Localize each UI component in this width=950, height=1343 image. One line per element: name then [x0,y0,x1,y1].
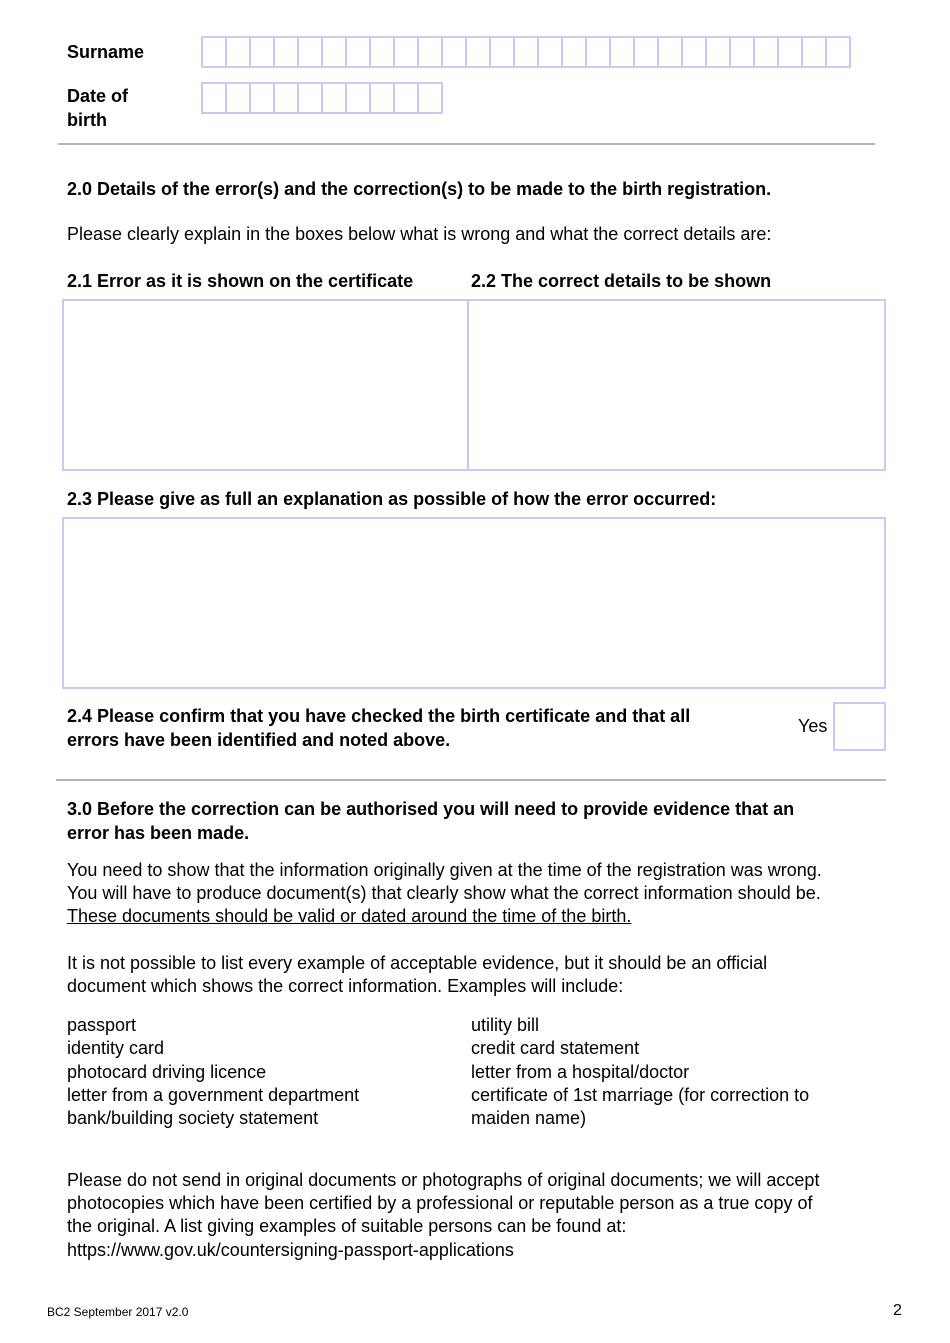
char-box[interactable] [585,36,611,68]
char-box[interactable] [393,82,419,114]
evidence-para-2-line2: document which shows the correct information. Examples will include: [67,976,624,996]
char-box[interactable] [729,36,755,68]
section-divider [56,779,886,781]
yes-checkbox[interactable] [833,702,886,751]
char-box[interactable] [417,82,443,114]
section-2-intro: Please clearly explain in the boxes below what is wrong and what the correct details are: [67,224,772,244]
char-box[interactable] [225,82,251,114]
char-box[interactable] [369,82,395,114]
correct-details-label: 2.2 The correct details to be shown [471,271,772,291]
char-box[interactable] [201,82,227,114]
confirm-label-line1: 2.4 Please confirm that you have checked the birth certificate and that all [67,706,691,726]
evidence-para-2-line1: It is not possible to list every example of acceptable evidence, but it should be an official [67,953,768,973]
char-box[interactable] [657,36,683,68]
surname-field[interactable] [201,36,851,68]
char-box[interactable] [633,36,659,68]
correct-details-textarea[interactable] [467,299,886,471]
char-box[interactable] [345,82,371,114]
confirm-label-line2: errors have been identified and noted above. [67,730,451,750]
char-box[interactable] [345,36,371,68]
char-box[interactable] [441,36,467,68]
char-box[interactable] [273,82,299,114]
section-divider [58,143,875,145]
char-box[interactable] [249,36,275,68]
list-item: passport [67,1015,137,1035]
list-item: certificate of 1st marriage (for correction to [471,1084,810,1105]
error-shown-textarea[interactable] [62,299,470,471]
char-box[interactable] [825,36,851,68]
char-box[interactable] [297,36,323,68]
list-item: photocard driving licence [67,1061,267,1082]
char-box[interactable] [225,36,251,68]
evidence-list-right [471,1014,809,1130]
char-box[interactable] [537,36,563,68]
char-box[interactable] [801,36,827,68]
char-box[interactable] [561,36,587,68]
section-3-heading-line2: error has been made. [67,823,250,843]
list-item: letter from a hospital/doctor [471,1061,690,1082]
char-box[interactable] [753,36,779,68]
section-3-heading-line1: 3.0 Before the correction can be authorised you will need to provide evidence that an [67,799,795,819]
char-box[interactable] [393,36,419,68]
char-box[interactable] [321,36,347,68]
evidence-para-1-line1: You need to show that the information originally given at the time of the registration was wrong. [67,860,822,880]
char-box[interactable] [705,36,731,68]
certification-para-line2: photocopies which have been certified by a professional or reputable person as a true copy of [67,1193,813,1213]
evidence-list-left [67,1014,359,1130]
list-item: credit card statement [471,1038,640,1059]
list-item: maiden name) [471,1108,587,1129]
char-box[interactable] [609,36,635,68]
form-version: BC2 September 2017 v2.0 [47,1305,189,1319]
char-box[interactable] [369,36,395,68]
dob-label-line2: birth [67,110,107,130]
char-box[interactable] [273,36,299,68]
list-item: bank/building society statement [67,1108,319,1129]
certification-para-line1: Please do not send in original documents or photographs of original documents; we will accept [67,1170,820,1190]
surname-label: Surname [67,42,145,62]
dob-field[interactable] [201,82,443,114]
page-number: 2 [893,1302,902,1319]
certification-para-line3: the original. A list giving examples of suitable persons can be found at: [67,1216,627,1236]
explanation-label: 2.3 Please give as full an explanation as possible of how the error occurred: [67,489,717,509]
char-box[interactable] [201,36,227,68]
char-box[interactable] [249,82,275,114]
char-box[interactable] [777,36,803,68]
evidence-para-1-line3: These documents should be valid or dated around the time of the birth. [67,906,632,926]
countersigning-link[interactable]: https://www.gov.uk/countersigning-passport-applications [67,1240,514,1260]
char-box[interactable] [513,36,539,68]
yes-label: Yes [798,716,828,736]
section-2-heading: 2.0 Details of the error(s) and the correction(s) to be made to the birth registration. [67,179,772,199]
char-box[interactable] [489,36,515,68]
list-item: utility bill [471,1015,540,1035]
char-box[interactable] [465,36,491,68]
error-shown-label: 2.1 Error as it is shown on the certificate [67,271,414,291]
list-item: letter from a government department [67,1084,360,1105]
dob-label-line1: Date of [67,86,129,106]
list-item: identity card [67,1038,165,1059]
char-box[interactable] [681,36,707,68]
evidence-para-1-line2: You will have to produce document(s) that clearly show what the correct information should be. [67,883,821,903]
char-box[interactable] [417,36,443,68]
char-box[interactable] [321,82,347,114]
char-box[interactable] [297,82,323,114]
explanation-textarea[interactable] [62,517,886,689]
